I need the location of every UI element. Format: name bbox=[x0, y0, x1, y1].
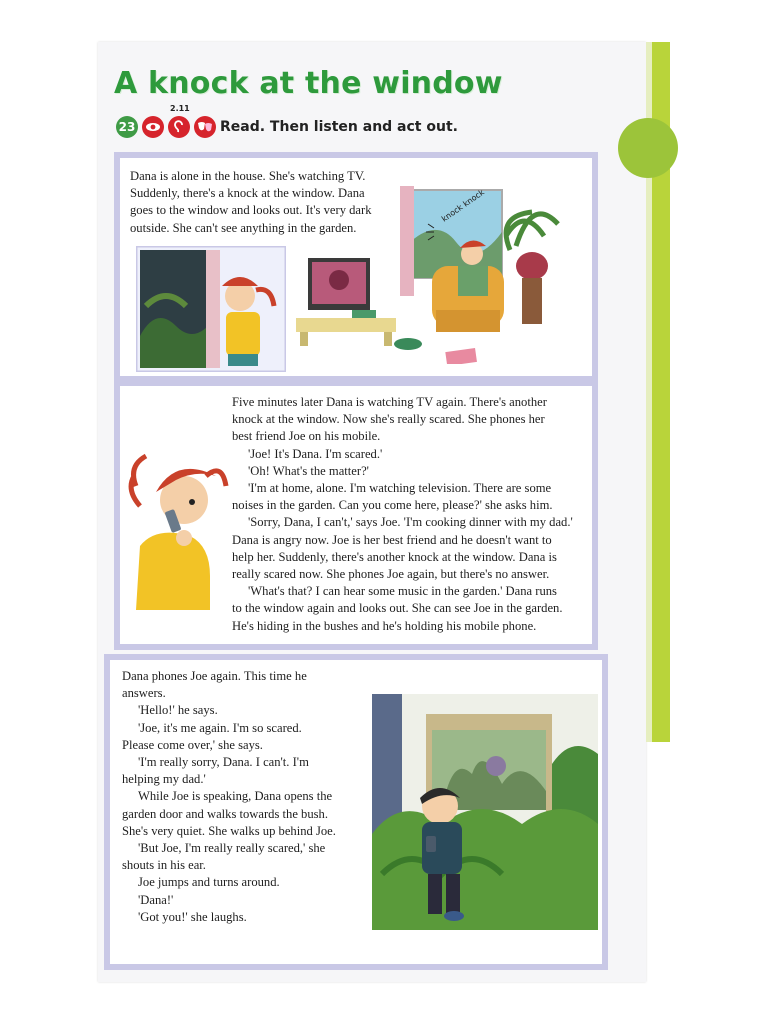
text-line: outside. She can't see anything in the garden. bbox=[130, 220, 357, 235]
text-line: Suddenly, there's a knock at the window. Dana bbox=[130, 186, 365, 201]
dana-watching-tv-illustration bbox=[296, 176, 586, 364]
text-line: 'Hello!' he says. bbox=[138, 703, 218, 718]
knock-sound-label: knock knock bbox=[439, 187, 486, 224]
text-line: Dana is alone in the house. She's watching TV. bbox=[130, 169, 366, 183]
text-line: She's very quiet. She walks up behind Joe. bbox=[122, 823, 336, 838]
text-line: Please come over,' she says. bbox=[122, 737, 263, 752]
text-line: He's hiding in the bushes and he's holding his mobile phone. bbox=[232, 618, 537, 633]
text-line: While Joe is speaking, Dana opens the bbox=[138, 789, 333, 804]
read-eye-icon bbox=[142, 116, 164, 138]
page-tab-marker bbox=[618, 118, 678, 178]
act-out-masks-icon bbox=[194, 116, 216, 138]
instruction-text: Read. Then listen and act out. bbox=[220, 119, 458, 135]
dana-on-phone-illustration bbox=[126, 446, 230, 610]
text-line: noises in the garden. Can you come here, please?' she asks him. bbox=[232, 498, 553, 513]
text-line: shouts in his ear. bbox=[122, 858, 206, 873]
text-line: garden door and walks towards the bush. bbox=[122, 806, 329, 821]
text-line: 'But Joe, I'm really really scared,' she bbox=[138, 841, 326, 856]
text-line: to the window again and looks out. She can see Joe in the garden. bbox=[232, 601, 563, 616]
text-line: 'I'm at home, alone. I'm watching television. There are some bbox=[248, 481, 552, 496]
text-line: goes to the window and looks out. It's very dark bbox=[130, 203, 372, 218]
text-line: knock at the window. Now she's really scared. She phones her bbox=[232, 412, 545, 427]
text-line: helping my dad.' bbox=[122, 772, 206, 787]
listen-ear-icon bbox=[168, 104, 190, 138]
story-panel-1 bbox=[114, 152, 598, 382]
text-line: 'Oh! What's the matter?' bbox=[248, 463, 369, 478]
text-line: best friend Joe on his mobile. bbox=[232, 429, 381, 444]
text-line: 'Dana!' bbox=[138, 892, 174, 907]
page-title: A knock at the window bbox=[114, 66, 503, 101]
text-line: 'I'm really sorry, Dana. I can't. I'm bbox=[138, 755, 309, 770]
text-line: Dana is angry now. Joe is her best friend and he doesn't want to bbox=[232, 532, 552, 547]
text-line: Five minutes later Dana is watching TV again. There's another bbox=[232, 395, 547, 409]
story-panel-3 bbox=[104, 654, 608, 970]
exercise-instruction bbox=[116, 104, 458, 138]
dana-at-window-illustration bbox=[136, 246, 286, 372]
text-line: really scared now. She phones Joe again, but there's no answer. bbox=[232, 567, 550, 582]
story-panel-2 bbox=[114, 380, 598, 650]
audio-track-number: 2.11 bbox=[170, 104, 190, 113]
text-line: 'What's that? I can hear some music in the garden.' Dana runs bbox=[248, 584, 557, 599]
text-line: answers. bbox=[122, 686, 166, 701]
text-line: help her. Suddenly, there's another knock at the window. Dana is bbox=[232, 549, 557, 564]
joe-in-garden-illustration bbox=[372, 694, 598, 930]
text-line: 'Joe! It's Dana. I'm scared.' bbox=[248, 446, 383, 461]
text-line: Dana phones Joe again. This time he bbox=[122, 669, 307, 683]
panel-3-text bbox=[122, 668, 372, 926]
text-line: 'Sorry, Dana, I can't,' says Joe. 'I'm cooking dinner with my dad.' bbox=[248, 515, 573, 530]
text-line: Joe jumps and turns around. bbox=[138, 875, 280, 890]
text-line: 'Joe, it's me again. I'm so scared. bbox=[138, 720, 302, 735]
exercise-number: 23 bbox=[116, 116, 138, 138]
panel-2-text bbox=[232, 394, 592, 635]
text-line: 'Got you!' she laughs. bbox=[138, 909, 247, 924]
